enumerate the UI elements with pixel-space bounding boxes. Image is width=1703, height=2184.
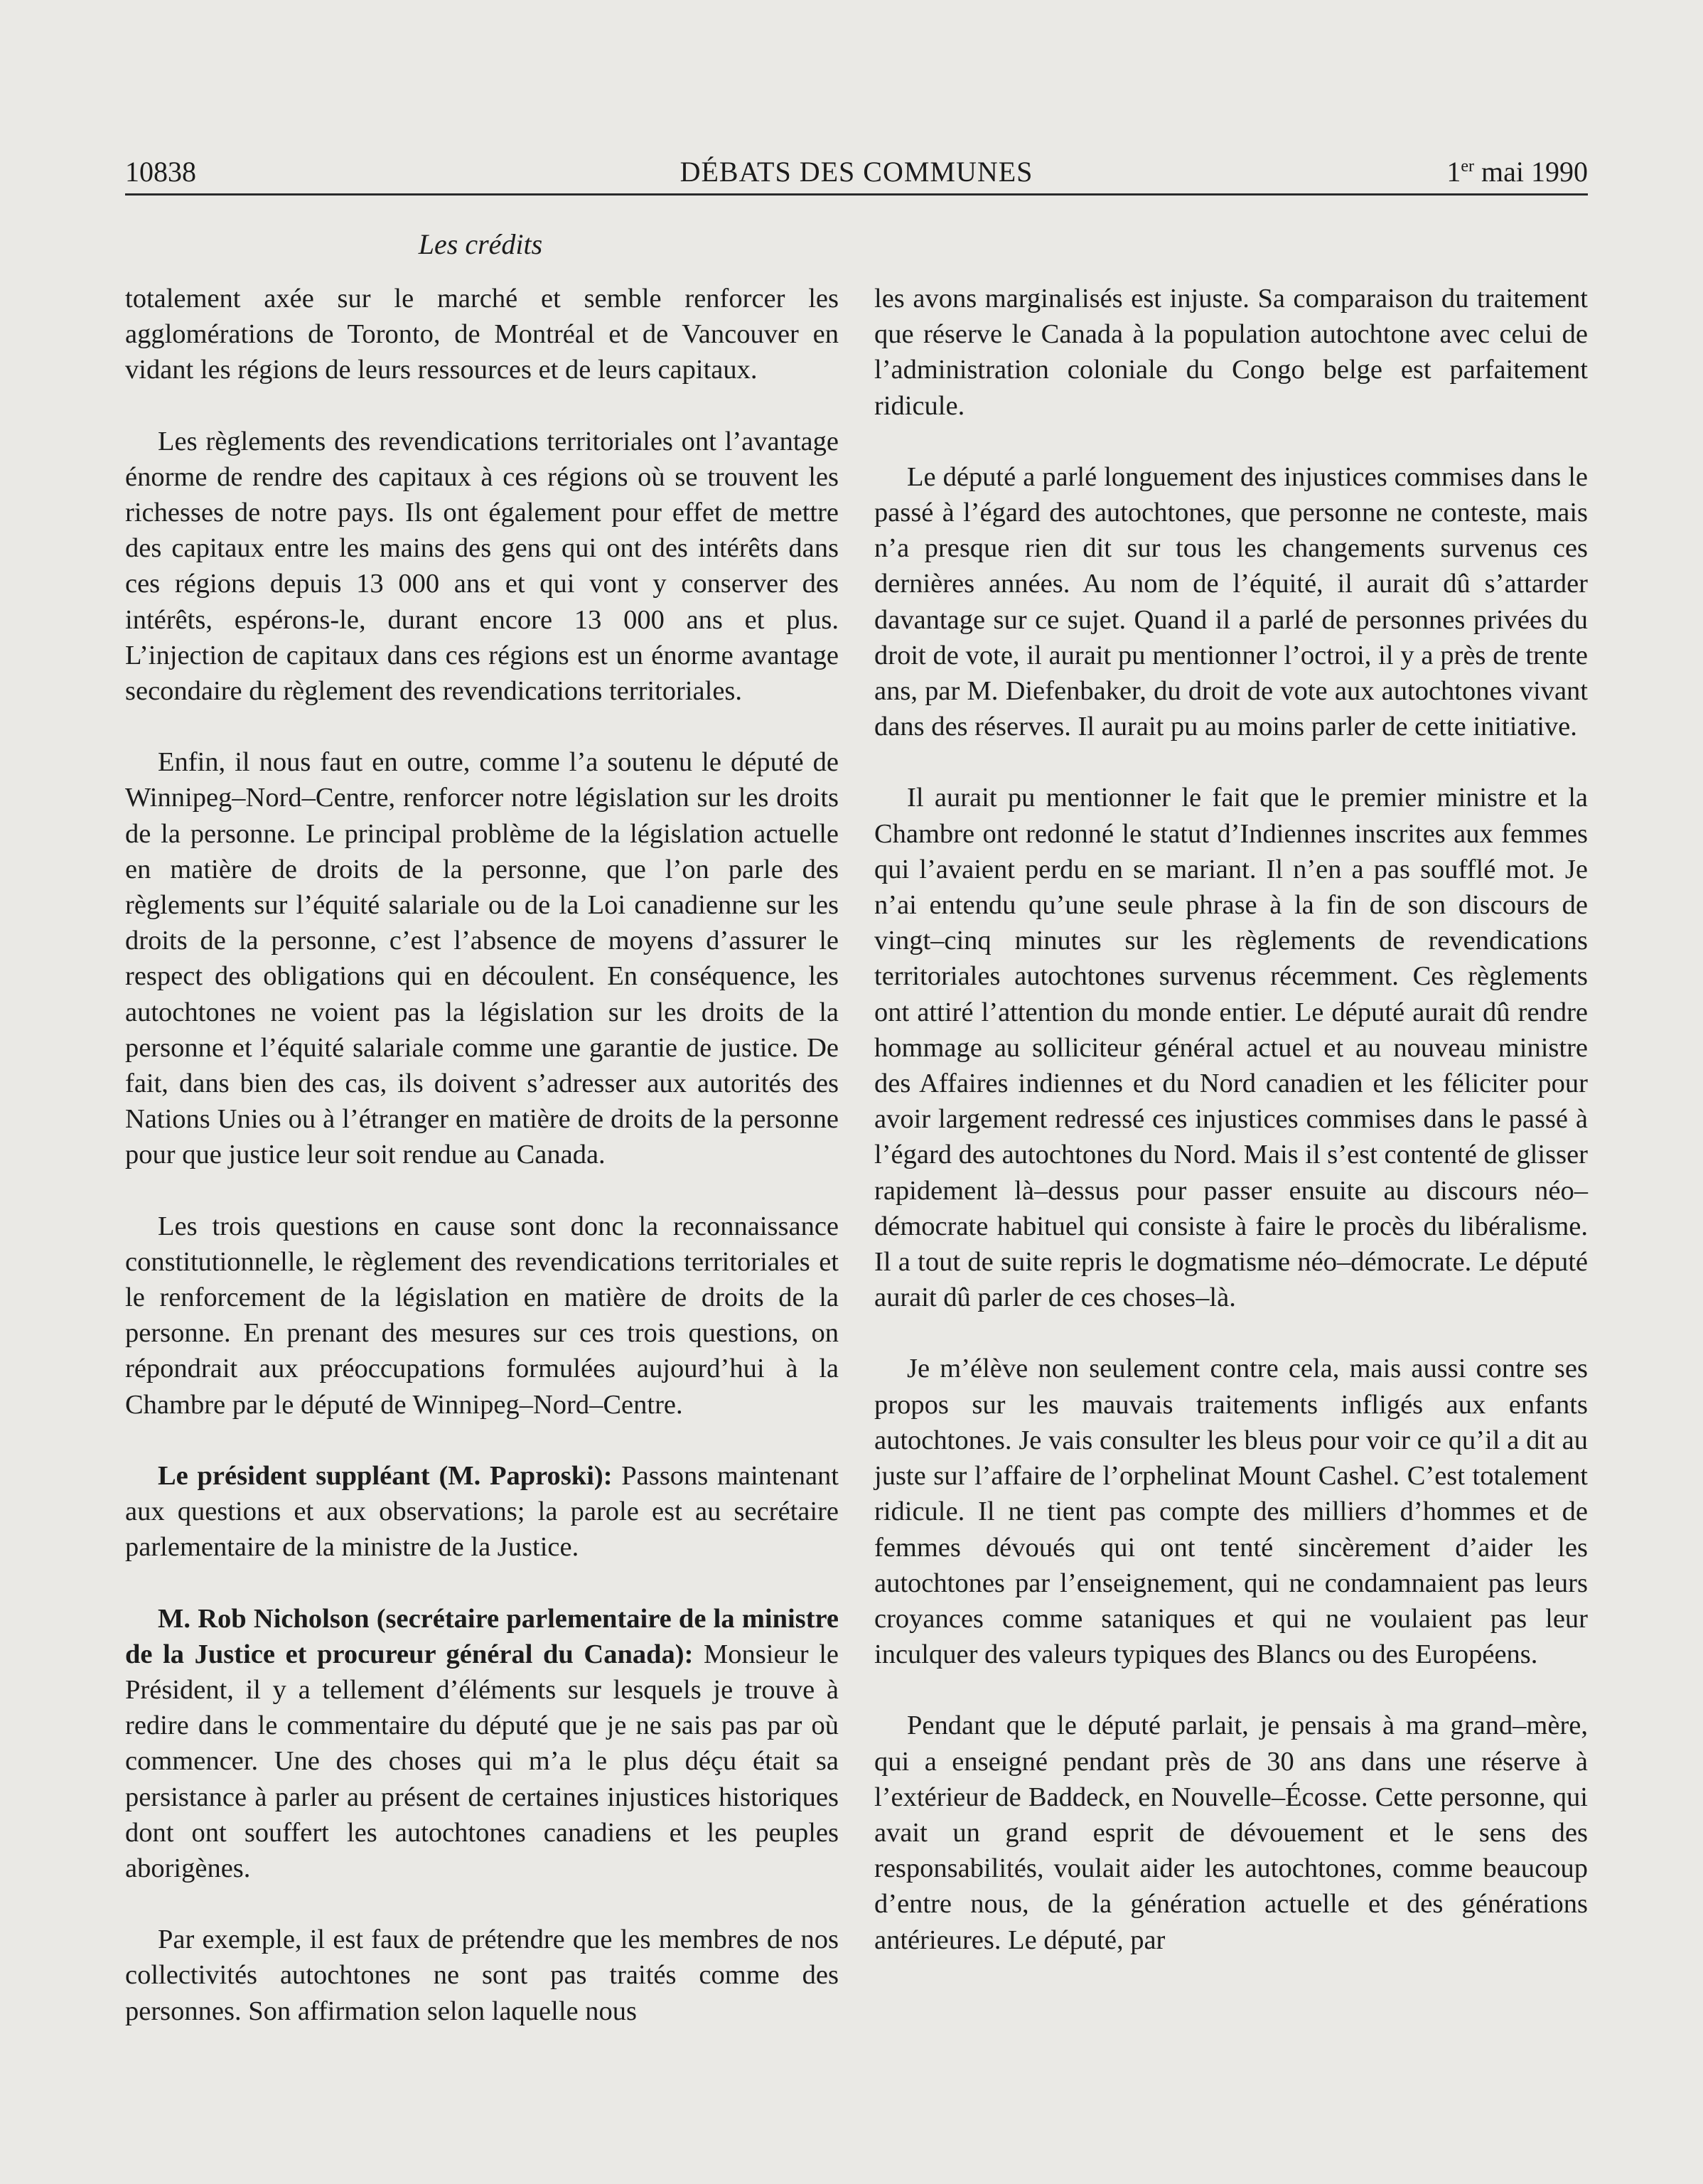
paragraph: Il aurait pu mentionner le fait que le premier ministre et la Chambre ont redonné le statut d’Indiennes inscrites aux femmes qui l’avaient perdu en se mariant. Il n’en a pas soufflé mot. Je n’ai entendu qu’une seule phrase à la fin de son discours de vingt–cinq minutes sur les règlements de revendications territoriales autochtones survenus récemment. Ces règlements ont attiré l’attention du monde entier. Le député aurait dû rendre hommage au solliciteur général actuel et au nouveau ministre des Affaires indiennes et du Nord canadien et les féliciter pour avoir largement redressé ces injustices commises dans le passé à l’égard des autochtones du Nord. Mais il s’est contenté de glisser rapidement là–dessus pour passer ensuite au discours néo–démocrate habituel qui consiste à faire le procès du libéralisme. Il a tout de suite repris le dogmatisme néo–démocrate. Le député aurait dû parler de ces choses–là. [874, 783, 1588, 1313]
paragraph: Le député a parlé longuement des injustices commises dans le passé à l’égard des autochtones, que personne ne conteste, mais n’a presque rien dit sur tous les changements survenus ces dernières années. Au nom de l’équité, il aurait dû s’attarder davantage sur ce sujet. Quand il a parlé de personnes privées du droit de vote, il aurait pu mentionner l’octroi, il y a près de trente ans, par M. Diefenbaker, du droit de vote aux autochtones vivant dans des réserves. Il aurait pu au moins parler de cette initiative. [874, 461, 1588, 742]
publication-title: DÉBATS DES COMMUNES [679, 156, 1033, 188]
publication-date [1446, 152, 1588, 192]
speaker-name: Le président suppléant (M. Paproski): [158, 1460, 613, 1491]
page-number: 10838 [125, 156, 196, 188]
paragraph: Par exemple, il est faux de prétendre que les membres de nos collectivités autochtones ne sont pas traités comme des personnes. Son affirmation selon laquelle nous [125, 1925, 839, 2026]
date-superscript: er [1461, 157, 1475, 176]
right-column [874, 281, 1588, 1958]
speech-paragraph [125, 1458, 839, 1565]
paragraph: Enfin, il nous faut en outre, comme l’a soutenu le député de Winnipeg–Nord–Centre, renforcer notre législation sur les droits de la personne. Le principal problème de la législation actuelle en matière de droits de la personne, que l’on parle des règlements sur l’équité salariale ou de la Loi canadienne sur les droits de la personne, c’est l’absence de moyens d’assurer le respect des obligations qui en découlent. En conséquence, les autochtones ne voient pas la législation sur les droits de la personne et l’équité salariale comme une garantie de justice. De fait, dans bien des cas, ils doivent s’adresser aux autorités des Nations Unies ou à l’étranger en matière de droits de la personne pour que justice leur soit rendue au Canada. [125, 747, 839, 1170]
paragraph: Les trois questions en cause sont donc la reconnaissance constitutionnelle, le règlement des revendications territoriales et le renforcement de la législation en matière de droits de la personne. En prenant des mesures sur ces trois questions, on répondrait aux préoccupations formulées aujourd’hui à la Chambre par le député de Winnipeg–Nord–Centre. [125, 1211, 839, 1420]
left-column [125, 281, 839, 2029]
date-month-year: mai 1990 [1474, 156, 1588, 188]
paragraph: Les règlements des revendications territoriales ont l’avantage énorme de rendre des capitaux à ces régions où se trouvent les richesses de notre pays. Ils ont également pour effet de mettre des capitaux entre les mains des gens qui ont des intérêts dans ces régions depuis 13 000 ans et qui vont y conserver des intérêts, espérons-le, durant encore 13 000 ans et plus. L’injection de capitaux dans ces régions est un énorme avantage secondaire du règlement des revendications territoriales. [125, 426, 839, 707]
paragraph: Pendant que le député parlait, je pensais à ma grand–mère, qui a enseigné pendant près de 30 ans dans une réserve à l’extérieur de Baddeck, en Nouvelle–Écosse. Cette personne, qui avait un grand esprit de dévouement et le sens des responsabilités, voulait aider les autochtones, comme beaucoup d’entre nous, de la génération actuelle et des générations antérieures. Le député, par [874, 1711, 1588, 1955]
paragraph: Je m’élève non seulement contre cela, mais aussi contre ses propos sur les mauvais traitements infligés aux enfants autochtones. Je vais consulter les bleus pour voir ce qu’il a dit au juste sur l’affaire de l’orphelinat Mount Cashel. C’est totalement ridicule. Il ne tient pas compte des milliers d’hommes et de femmes dévoués qui ont tenté sincèrement d’aider les autochtones par l’enseignement, qui ne condamnaient pas leurs croyances comme sataniques et qui ne voulaient pas leur inculquer des valeurs typiques des Blancs ou des Européens. [874, 1354, 1588, 1670]
speaker-name: M. Rob Nicholson (secrétaire parlementaire de la ministre de la Justice et procureur général du Canada): [125, 1603, 839, 1669]
header-rule [125, 193, 1588, 196]
paragraph: les avons marginalisés est injuste. Sa comparaison du traitement que réserve le Canada à la population autochtone avec celui de l’administration coloniale du Congo belge est parfaitement ridicule. [874, 284, 1588, 421]
section-title: Les crédits [418, 228, 543, 260]
paragraph: totalement axée sur le marché et semble renforcer les agglomérations de Toronto, de Montréal et de Vancouver en vidant les régions de leurs ressources et de leurs capitaux. [125, 284, 839, 385]
speech-text: Monsieur le Président, il y a tellement d’éléments sur lesquels je trouve à redire dans le commentaire du député que je ne sais pas par où commencer. Une des choses qui m’a le plus déçu était sa persistance à parler au présent de certaines injustices historiques dont ont souffert les autochtones canadiens et les peuples aborigènes. [125, 1639, 839, 1883]
running-header [125, 152, 1588, 192]
date-day: 1 [1446, 156, 1461, 188]
speech-text: Passons maintenant aux questions et aux observations; la parole est au secrétaire parlementaire de la ministre de la Justice. [125, 1460, 839, 1563]
speech-paragraph [125, 1601, 839, 1887]
